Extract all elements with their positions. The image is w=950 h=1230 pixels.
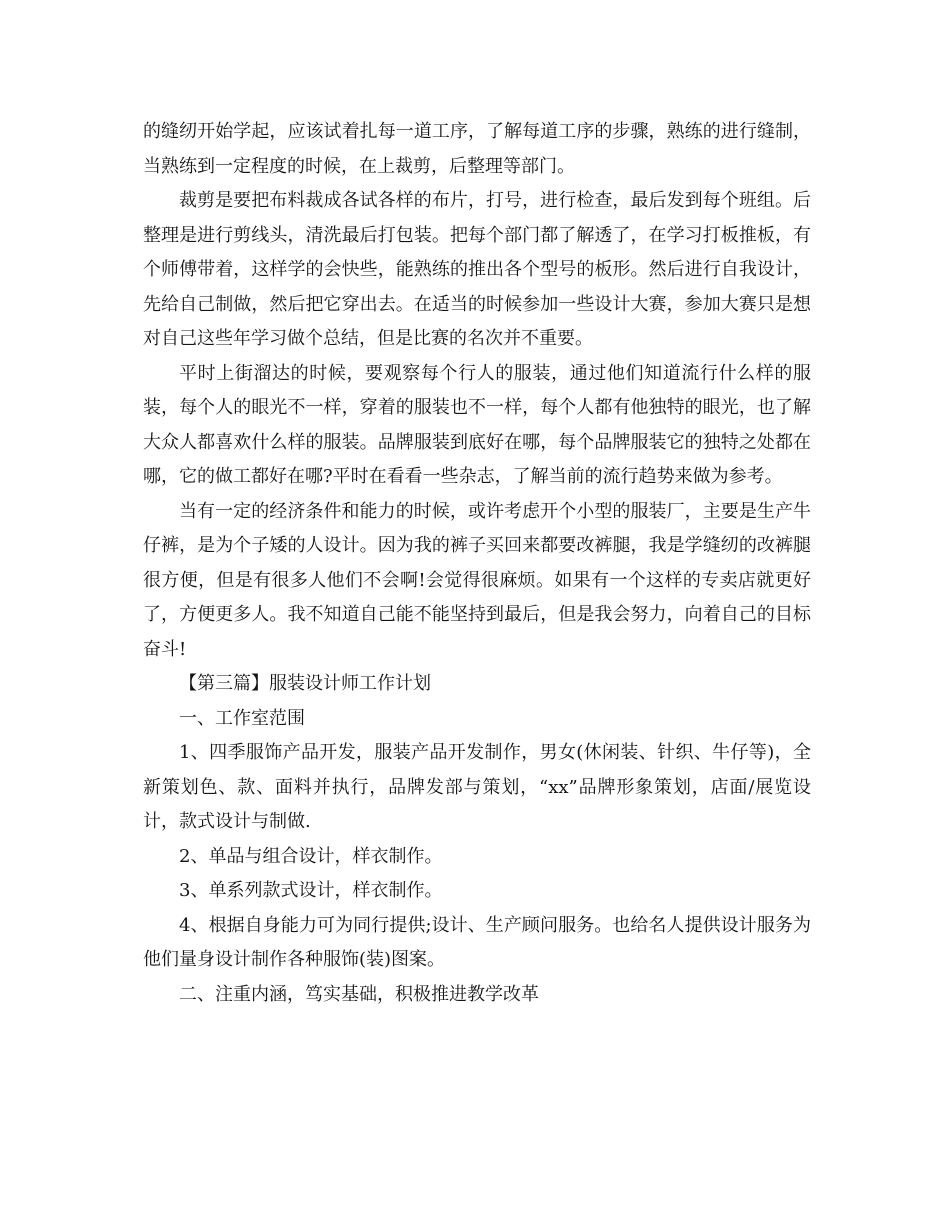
subheading-teaching-reform: 二、注重内涵，笃实基础，积极推进教学改革 <box>179 983 539 1005</box>
subheading-studio-scope: 一、工作室范围 <box>179 707 305 729</box>
paragraph-4: 当有一定的经济条件和能力的时候，或许考虑开个小型的服装厂，主要是生产牛仔裤，是为个子矮的人设计。因为我的裤子买回来都要改裤腿，我是学缝纫的改裤腿很方便，但是有很多人他们不会啊!会觉得很麻烦。如果有一个这样的专卖店就更好了，方便更多人。我不知道自己能不能坚持到最后，但是我会努力，向着自己的目标奋斗! <box>143 500 811 660</box>
paragraph-3: 平时上街溜达的时候，要观察每个行人的服装，通过他们知道流行什么样的服装，每个人的眼光不一样，穿着的服装也不一样，每个人都有他独特的眼光，也了解大众人都喜欢什么样的服装。品牌服装到底好在哪，每个品牌服装它的独特之处都在哪，它的做工都好在哪?平时在看看一些杂志，了解当前的流行趋势来做为参考。 <box>143 362 811 487</box>
paragraph-2: 裁剪是要把布料裁成各试各样的布片，打号，进行检查，最后发到每个班组。后整理是进行剪线头，清洗最后打包装。把每个部门都了解透了，在学习打板推板，有个师傅带着，这样学的会快些，能熟练的推出各个型号的板形。然后进行自我设计，先给自己制做，然后把它穿出去。在适当的时候参加一些设计大赛，参加大赛只是想对自己这些年学习做个总结，但是比赛的名次并不重要。 <box>143 190 811 349</box>
document-body <box>143 115 811 1012</box>
list-item-2: 2、单品与组合设计，样衣制作。 <box>179 845 443 867</box>
list-item-4: 4、根据自身能力可为同行提供;设计、生产顾问服务。也给名人提供设计服务为他们量身设计制作各种服饰(装)图案。 <box>143 914 811 970</box>
list-item-3: 3、单系列款式设计，样衣制作。 <box>179 880 443 901</box>
list-item-1: 1、四季服饰产品开发，服装产品开发制作，男女(休闲装、针织、牛仔等)，全新策划色、款、面料并执行，品牌发部与策划，“xx”品牌形象策划，店面/展览设计，款式设计与制做. <box>143 742 811 832</box>
section-heading-part-three: 【第三篇】服装设计师工作计划 <box>179 673 431 694</box>
paragraph-1: 的缝纫开始学起，应该试着扎每一道工序，了解每道工序的步骤，熟练的进行缝制，当熟练到一定程度的时候，在上裁剪，后整理等部门。 <box>143 121 811 177</box>
